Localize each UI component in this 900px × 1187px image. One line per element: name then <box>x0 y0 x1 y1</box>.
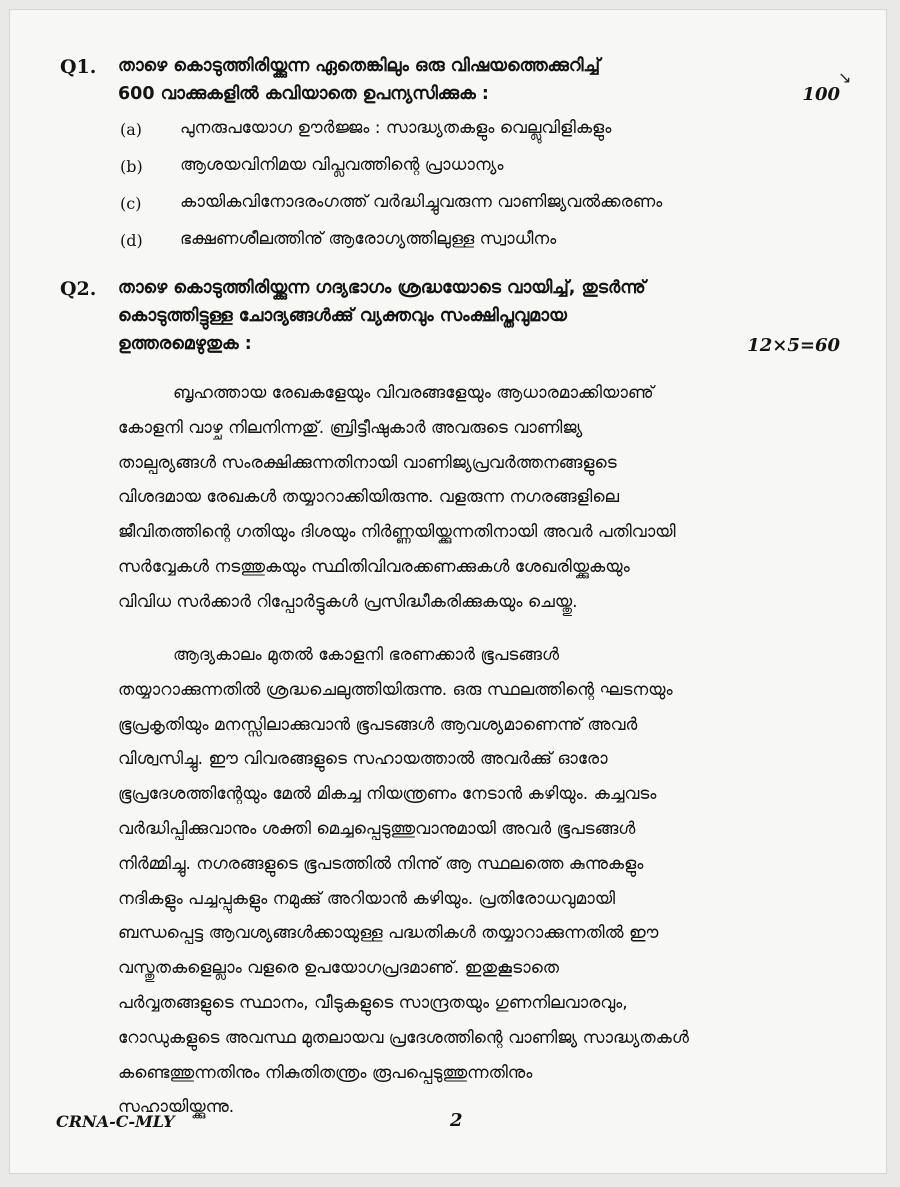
q2-marks: 12×5=60 <box>747 335 840 356</box>
passage-line: റോഡുകളുടെ അവസ്ഥ മുതലായവ പ്രദേശത്തിന്റെ വാണിജ്യ സാദ്ധ്യതകൾ <box>118 1027 689 1048</box>
option-label: (a) <box>120 120 143 139</box>
passage-line: കണ്ടെത്തുന്നതിനും നികുതിതന്ത്രം രൂപപ്പെടുത്തുന്നതിനും <box>118 1062 533 1083</box>
q2-instruction-line: താഴെ കൊടുത്തിരിയ്ക്കുന്ന ഗദ്യഭാഗം ശ്രദ്ധയോടെ വായിച്ച്, തുടർന്നു് <box>118 278 646 298</box>
option-text: പുനരുപയോഗ ഊർജ്ജം : സാദ്ധ്യതകളും വെല്ലുവിളികളും <box>180 118 612 138</box>
passage-line: ബൃഹത്തായ രേഖകളേയും വിവരങ്ങളേയും ആധാരമാക്കിയാണു് <box>173 383 654 403</box>
passage-line: ജീവിതത്തിന്റെ ഗതിയും ദിശയും നിർണ്ണയിയ്ക്കുന്നതിനായി അവർ പതിവായി <box>118 522 676 543</box>
option-label: (b) <box>120 157 143 176</box>
q2-instruction-line: കൊടുത്തിട്ടുള്ള ചോദ്യങ്ങൾക്കു് വ്യക്തവും സംക്ഷിപ്തവുമായ <box>118 306 567 326</box>
option-text: കായികവിനോദരംഗത്ത് വർദ്ധിച്ചുവരുന്ന വാണിജ്യവൽക്കരണം <box>180 192 663 212</box>
option-label: (d) <box>120 231 143 250</box>
passage-line: കോളനി വാഴ്ച നിലനിന്നതു്. ബ്രിട്ടീഷുകാർ അവരുടെ വാണിജ്യ <box>118 417 583 438</box>
passage-line: ഭൂപ്രദേശത്തിന്റേയും മേൽ മികച്ച നിയന്ത്രണം നേടാൻ കഴിയും. കച്ചവടം <box>118 784 657 805</box>
passage-line: നദികളും പച്ചപ്പുകളും നമുക്കു് അറിയാൻ കഴിയും. പ്രതിരോധവുമായി <box>118 888 616 909</box>
passage-line: വിശ്വസിച്ചു. ഈ വിവരങ്ങളുടെ സഹായത്താൽ അവർക്കു് ഓരോ <box>118 749 608 770</box>
pen-tick-mark: ↘ <box>838 68 852 87</box>
passage-line: വിവിധ സർക്കാർ റിപ്പോർട്ടുകൾ പ്രസിദ്ധീകരിക്കുകയും ചെയ്തു. <box>118 591 578 612</box>
page-number: 2 <box>450 1110 463 1131</box>
q2-instruction <box>118 274 646 358</box>
q1-number: Q1. <box>60 56 97 78</box>
passage-line: പർവ്വതങ്ങളുടെ സ്ഥാനം, വീടുകളുടെ സാന്ദ്രതയും ഗുണനിലവാരവും, <box>118 992 628 1013</box>
passage-paragraph-2 <box>118 638 818 1125</box>
q1-instruction-line: താഴെ കൊടുത്തിരിയ്ക്കുന്ന ഏതെങ്കിലും ഒരു വിഷയത്തെക്കുറിച്ച് <box>118 56 601 76</box>
passage-line: സർവ്വേകൾ നടത്തുകയും സ്ഥിതിവിവരക്കണക്കുകൾ ശേഖരിയ്ക്കുകയും <box>118 556 630 577</box>
passage-paragraph-1 <box>118 376 818 620</box>
exam-page <box>10 10 886 1173</box>
passage-line: വസ്തുതകളെല്ലാം വളരെ ഉപയോഗപ്രദമാണു്. ഇതുകൂടാതെ <box>118 958 559 979</box>
option-label: (c) <box>120 194 142 213</box>
q1-instruction <box>118 52 600 108</box>
paper-code: CRNA-C-MLY <box>56 1112 175 1131</box>
q1-instruction-line: 600 വാക്കുകളിൽ കവിയാതെ ഉപന്യസിക്കുക : <box>118 84 489 104</box>
passage-line: തയ്യാറാക്കുന്നതിൽ ശ്രദ്ധചെലുത്തിയിരുന്നു. ഒരു സ്ഥലത്തിന്റെ ഘടനയും <box>118 679 673 700</box>
passage-line: നിർമ്മിച്ചു. നഗരങ്ങളുടെ ഭൂപടത്തിൽ നിന്നു് ആ സ്ഥലത്തെ കുന്നുകളും <box>118 853 644 874</box>
q2-instruction-line: ഉത്തരമെഴുതുക : <box>118 334 252 354</box>
passage-line: ആദ്യകാലം മുതൽ കോളനി ഭരണക്കാർ ഭൂപടങ്ങൾ <box>173 645 560 665</box>
passage-line: ബന്ധപ്പെട്ട ആവശ്യങ്ങൾക്കായുള്ള പദ്ധതികൾ തയ്യാറാക്കുന്നതിൽ ഈ <box>118 923 659 944</box>
passage-line: ഭൂപ്രകൃതിയും മനസ്സിലാക്കുവാൻ ഭൂപടങ്ങൾ ആവശ്യമാണെന്നു് അവർ <box>118 714 638 735</box>
passage-line: സഹായിയ്ക്കുന്നു. <box>118 1097 235 1118</box>
passage-line: വിശദമായ രേഖകൾ തയ്യാറാക്കിയിരുന്നു. വളരുന്ന നഗരങ്ങളിലെ <box>118 487 620 508</box>
passage-line: വർദ്ധിപ്പിക്കുവാനും ശക്തി മെച്ചപ്പെടുത്തുവാനുമായി അവർ ഭൂപടങ്ങൾ <box>118 818 636 839</box>
passage-line: താല്പര്യങ്ങൾ സംരക്ഷിക്കുന്നതിനായി വാണിജ്യപ്രവർത്തനങ്ങളുടെ <box>118 452 617 473</box>
q1-marks: 100 <box>802 84 840 105</box>
q2-number: Q2. <box>60 278 97 300</box>
option-text: ഭക്ഷണശീലത്തിനു് ആരോഗ്യത്തിലുള്ള സ്വാധീനം <box>180 229 557 249</box>
option-text: ആശയവിനിമയ വിപ്ലവത്തിന്റെ പ്രാധാന്യം <box>180 155 504 175</box>
